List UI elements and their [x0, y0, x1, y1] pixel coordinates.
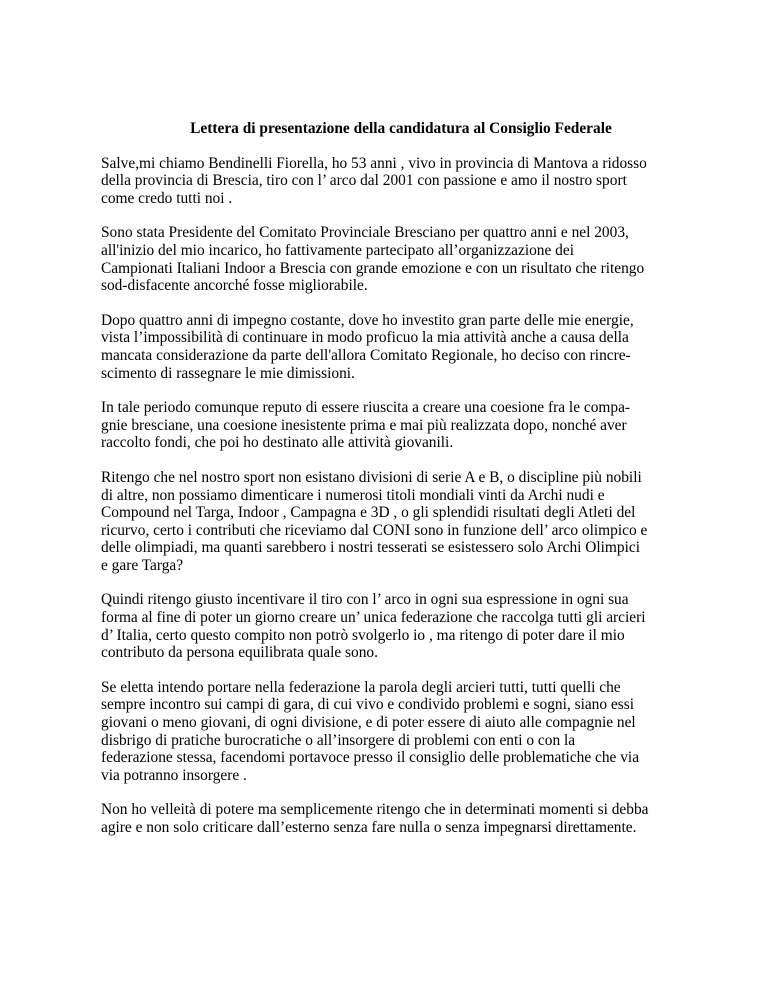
text-line: Quindi ritengo giusto incentivare il tiro con l’ arco in ogni sua espressione in ogni sua [101, 591, 629, 609]
text-line: In tale periodo comunque reputo di essere riuscita a creare una coesione fra le compa- [101, 399, 631, 417]
paragraph-introduction [101, 155, 681, 208]
text-line: Campionati Italiani Indoor a Brescia con grande emozione e con un risultato che ritengo [101, 259, 645, 277]
text-line: giovani o meno giovani, di ogni divisione, e di poter essere di aiuto alle compagnie nel [101, 714, 636, 732]
text-line: della provincia di Brescia, tiro con l’ arco dal 2001 con passione e amo il nostro sport [101, 172, 627, 190]
text-line: Compound nel Targa, Indoor , Campagna e 3D , o gli splendidi risultati degli Atleti del [101, 504, 636, 522]
text-line: raccolto fondi, che poi ho destinato alle attività giovanili. [101, 434, 454, 452]
text-line: agire e non solo criticare dall’esterno senza fare nulla o senza impegnarsi direttamente. [101, 819, 637, 836]
text-line: sempre incontro sui campi di gara, di cui vivo e condivido problemi e sogni, siano essi [101, 696, 635, 714]
text-line: Non ho velleità di potere ma semplicemente ritengo che in determinati momenti si debba [101, 801, 649, 819]
letter-page [101, 120, 681, 854]
text-line: mancata considerazione da parte dell'allora Comitato Regionale, ho deciso con rincre- [101, 346, 631, 364]
text-line: scimento di rassegnare le mie dimissioni. [101, 364, 355, 382]
text-line: come credo tutti noi . [101, 189, 233, 207]
text-line: gnie bresciane, una coesione inesistente prima e mai più realizzata dopo, nonché aver [101, 416, 627, 434]
text-line: ricurvo, certo i contributi che riceviamo dal CONI sono in funzione dell’ arco olimpico e [101, 521, 648, 539]
paragraph-conclusion [101, 801, 681, 836]
text-line: d’ Italia, certo questo compito non potrò svolgerlo io , ma ritengo di poter dare il mio [101, 626, 625, 644]
text-line: via potranno insorgere . [101, 766, 247, 784]
text-line: Dopo quattro anni di impegno costante, dove ho investito gran parte delle mie energie, [101, 311, 634, 329]
text-line: contributo da persona equilibrata quale sono. [101, 644, 378, 662]
letter-title: Lettera di presentazione della candidatura al Consiglio Federale [190, 120, 612, 137]
text-line: Salve,mi chiamo Bendinelli Fiorella, ho 53 anni , vivo in provincia di Mantova a ridosso [101, 154, 647, 172]
text-line: forma al fine di poter un giorno creare un’ unica federazione che raccolga tutti gli arcieri [101, 609, 646, 627]
text-line: Ritengo che nel nostro sport non esistano divisioni di serie A e B, o discipline più nobili [101, 468, 642, 486]
text-line: federazione stessa, facendomi portavoce presso il consiglio delle problematiche che via [101, 749, 640, 767]
paragraph-intentions [101, 679, 681, 785]
text-line: sod-disfacente ancorché fosse migliorabile. [101, 277, 368, 295]
text-line: vista l’impossibilità di continuare in modo proficuo la mia attività anche a causa della [101, 329, 629, 347]
text-line: all'inizio del mio incarico, ho fattivamente partecipato all’organizzazione dei [101, 241, 574, 259]
text-line: Se eletta intendo portare nella federazione la parola degli arcieri tutti, tutti quelli che [101, 678, 621, 696]
paragraph-resignation [101, 312, 681, 382]
text-line: e gare Targa? [101, 556, 184, 574]
paragraph-federation [101, 591, 681, 661]
text-line: disbrigo di pratiche burocratiche o all’insorgere di problemi con enti o con la [101, 731, 576, 749]
text-line: Sono stata Presidente del Comitato Provinciale Bresciano per quattro anni e nel 2003, [101, 224, 629, 242]
paragraph-divisions [101, 469, 681, 575]
text-line: delle olimpiadi, ma quanti sarebbero i nostri tesserati se esistessero solo Archi Olimpici [101, 539, 640, 557]
paragraph-cohesion [101, 399, 681, 452]
paragraph-presidency [101, 224, 681, 294]
text-line: di altre, non possiamo dimenticare i numerosi titoli mondiali vinti da Archi nudi e [101, 486, 605, 504]
